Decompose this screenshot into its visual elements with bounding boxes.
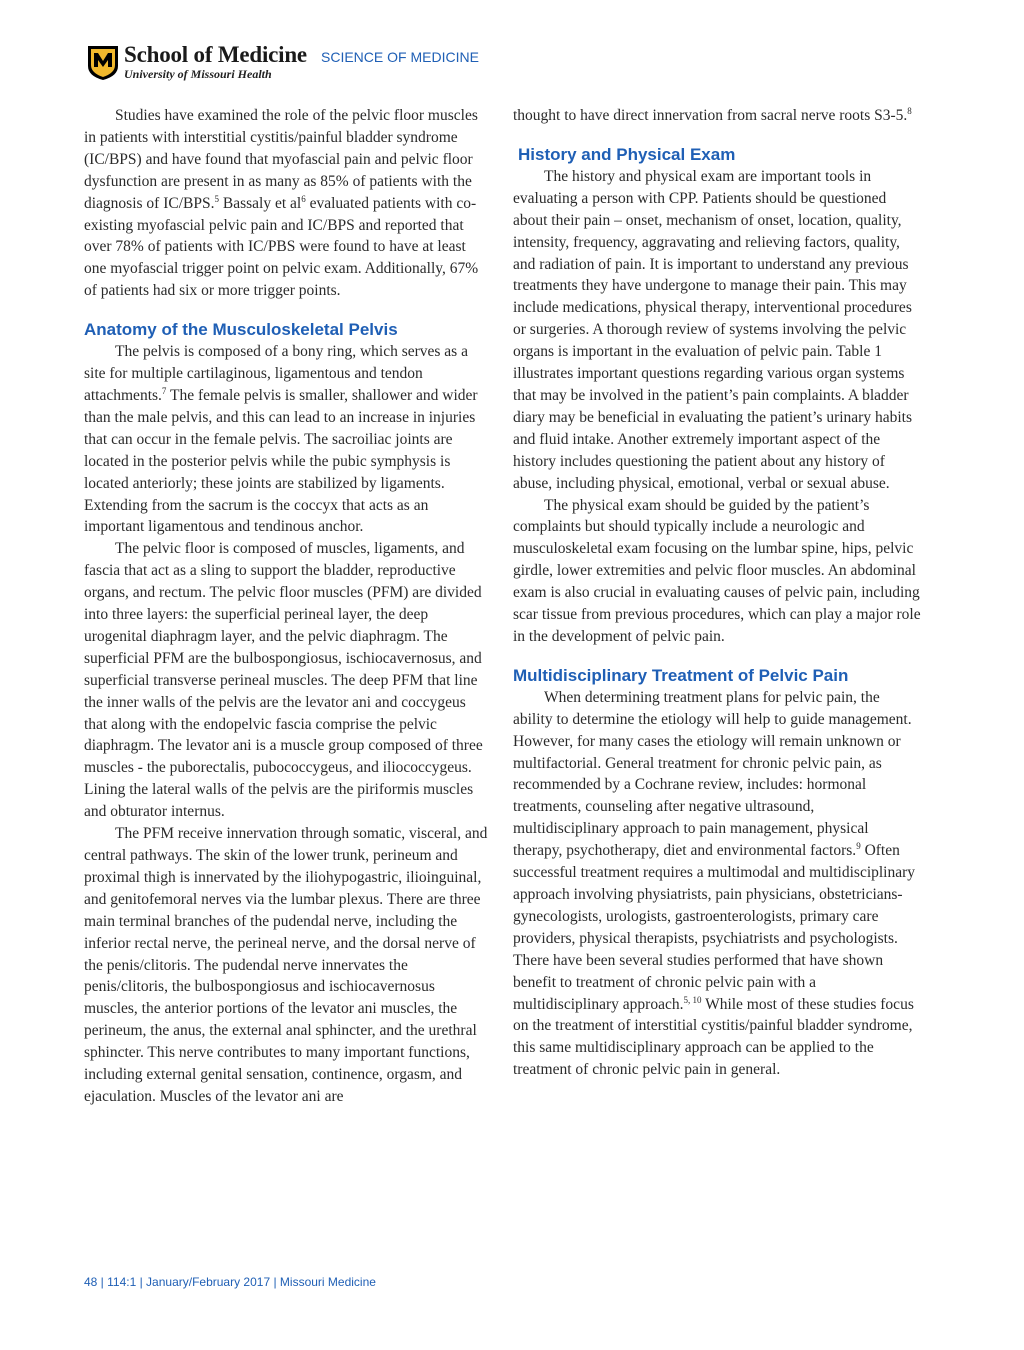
paragraph: The pelvis is composed of a bony ring, which serves as a site for multiple cartilaginous, ligamentous and tendon attachments.$^7$ The female pelvis is smaller, shallower and wider than the male pelvis, and this can lead to an increase in injuries that can occur in the female pelvis. The sacroiliac joints are located in the posterior pelvis while the pubic symphysis is located anteriorly; these joints are stabilized by ligaments. Extending from the sacrum is the coccyx that acts as an important ligamentous and tendinous anchor. <box>84 343 478 536</box>
section-label: SCIENCE OF MEDICINE <box>321 49 479 65</box>
paragraph: The pelvic floor is composed of muscles, ligaments, and fascia that act as a sling to support the bladder, reproductive organs, and rectum. The pelvic floor muscles (PFM) are divided into three layers: the superficial perineal layer, the deep urogenital diaphragm layer, and the pelvic diaphragm. The superficial PFM are the bulbospongiosus, ischiocavernosus, and superficial transverse perineal muscles. The deep PFM that line the inner walls of the pelvis are the levator ani and coccygeus that along with the endopelvic fascia comprise the pelvic diaphragm. The levator ani is a muscle group composed of three muscles - the puborectalis, pubococcygeus, and iliococcygeus. Lining the lateral walls of the pelvis are the piriformis muscles and obturator internus. <box>84 540 483 821</box>
left-column <box>84 105 490 1108</box>
mizzou-shield-icon <box>88 46 118 80</box>
paragraph: thought to have direct innervation from sacral nerve roots S3-5.$^8$ <box>513 105 912 124</box>
paragraph: The physical exam should be guided by the patient’s complaints but should typically include a neurologic and musculoskeletal exam focusing on the lumbar spine, hips, pelvic girdle, lower extremities and pelvic floor muscles. An abdominal exam is also crucial in evaluating causes of pelvic pain, including scar tissue from previous procedures, which can play a major role in the development of pelvic pain. <box>513 496 921 645</box>
paragraph: The PFM receive innervation through somatic, visceral, and central pathways. The skin of the lower trunk, perineum and proximal thigh is innervated by the iliohypogastric, ilioinguinal, and genitofemoral nerves via the lumbar plexus. There are three main terminal branches of the pudendal nerve, including the inferior rectal nerve, the perineal nerve, and the dorsal nerve of the penis/clitoris. The pudendal nerve innervates the penis/clitoris, the bulbospongiosus and ischiocavernosus muscles, the anterior portions of the levator ani muscles, the perineum, the anus, the external anal sphincter, and the urethral sphincter. This nerve contributes to many important functions, including external genital sensation, continence, orgasm, and ejaculation. Muscles of the levator ani are <box>84 825 488 1105</box>
paragraph: The history and physical exam are important tools in evaluating a person with CPP. Patients should be questioned about their pain – onset, mechanism of onset, location, quality, intensity, frequency, aggravating and relieving factors, quality, and radiation of pain. It is important to understand any previous treatments they have undergone to manage their pain. This may include medications, physical therapy, interventional procedures or surgeries. A thorough review of systems involving the pelvic organs is important in the evaluation of pelvic pain. Table 1 illustrates important questions regarding various organ systems that may be involved in the patient’s pain complaints. A bladder diary may be beneficial in evaluating the patient’s urinary habits and fluid intake. Another extremely important aspect of the history includes questioning the patient about any history of abuse, including physical, emotional, verbal or sexual abuse. <box>513 167 912 492</box>
page-footer: 48 | 114:1 | January/February 2017 | Missouri Medicine <box>84 1275 376 1289</box>
school-name: School of Medicine <box>124 42 307 67</box>
school-subtitle: University of Missouri Health <box>124 67 272 81</box>
right-column <box>513 105 921 1081</box>
section-heading-treatment: Multidisciplinary Treatment of Pelvic Pain <box>513 665 849 685</box>
section-heading-history: History and Physical Exam <box>518 144 736 164</box>
paragraph: Studies have examined the role of the pelvic floor muscles in patients with interstitial cystitis/painful bladder syndrome (IC/BPS) and have found that myofascial pain and pelvic floor dysfunction are present in as many as 85% of patients with the diagnosis of IC/BPS.$^5$ Bassaly et $al^6$ evaluated patients with co-existing myofascial pelvic pain and IC/BPS and reported that over 78% of patients with IC/PBS were found to have at least one myofascial trigger point on pelvic exam. Additionally, 67% of patients had six or more trigger points. <box>84 107 479 300</box>
paragraph: When determining treatment plans for pelvic pain, the ability to determine the etiology will help to guide management. However, for many cases the etiology will remain unknown or multifactorial. General treatment for chronic pelvic pain, as recommended by a Cochrane review, includes: hormonal treatments, counseling after negative ultrasound, multidisciplinary approach to pain management, physical therapy, psychotherapy, diet and environmental factors.$^9$ Often successful treatment requires a multimodal and multidisciplinary approach involving physiatrists, pain physicians, obstetricians-gynecologists, urologists, gastroenterologists, primary care providers, physical therapists, psychiatrists and psychologists. There have been several studies performed that have shown benefit to treatment of chronic pelvic pain with a multidisciplinary approach.$^{5, 10}$ While most of these studies focus on the treatment of interstitial cystitis/painful bladder syndrome, this same multidisciplinary approach can be applied to the treatment of chronic pelvic pain in general. <box>513 688 916 1079</box>
section-heading-anatomy: Anatomy of the Musculoskeletal Pelvis <box>84 320 398 340</box>
